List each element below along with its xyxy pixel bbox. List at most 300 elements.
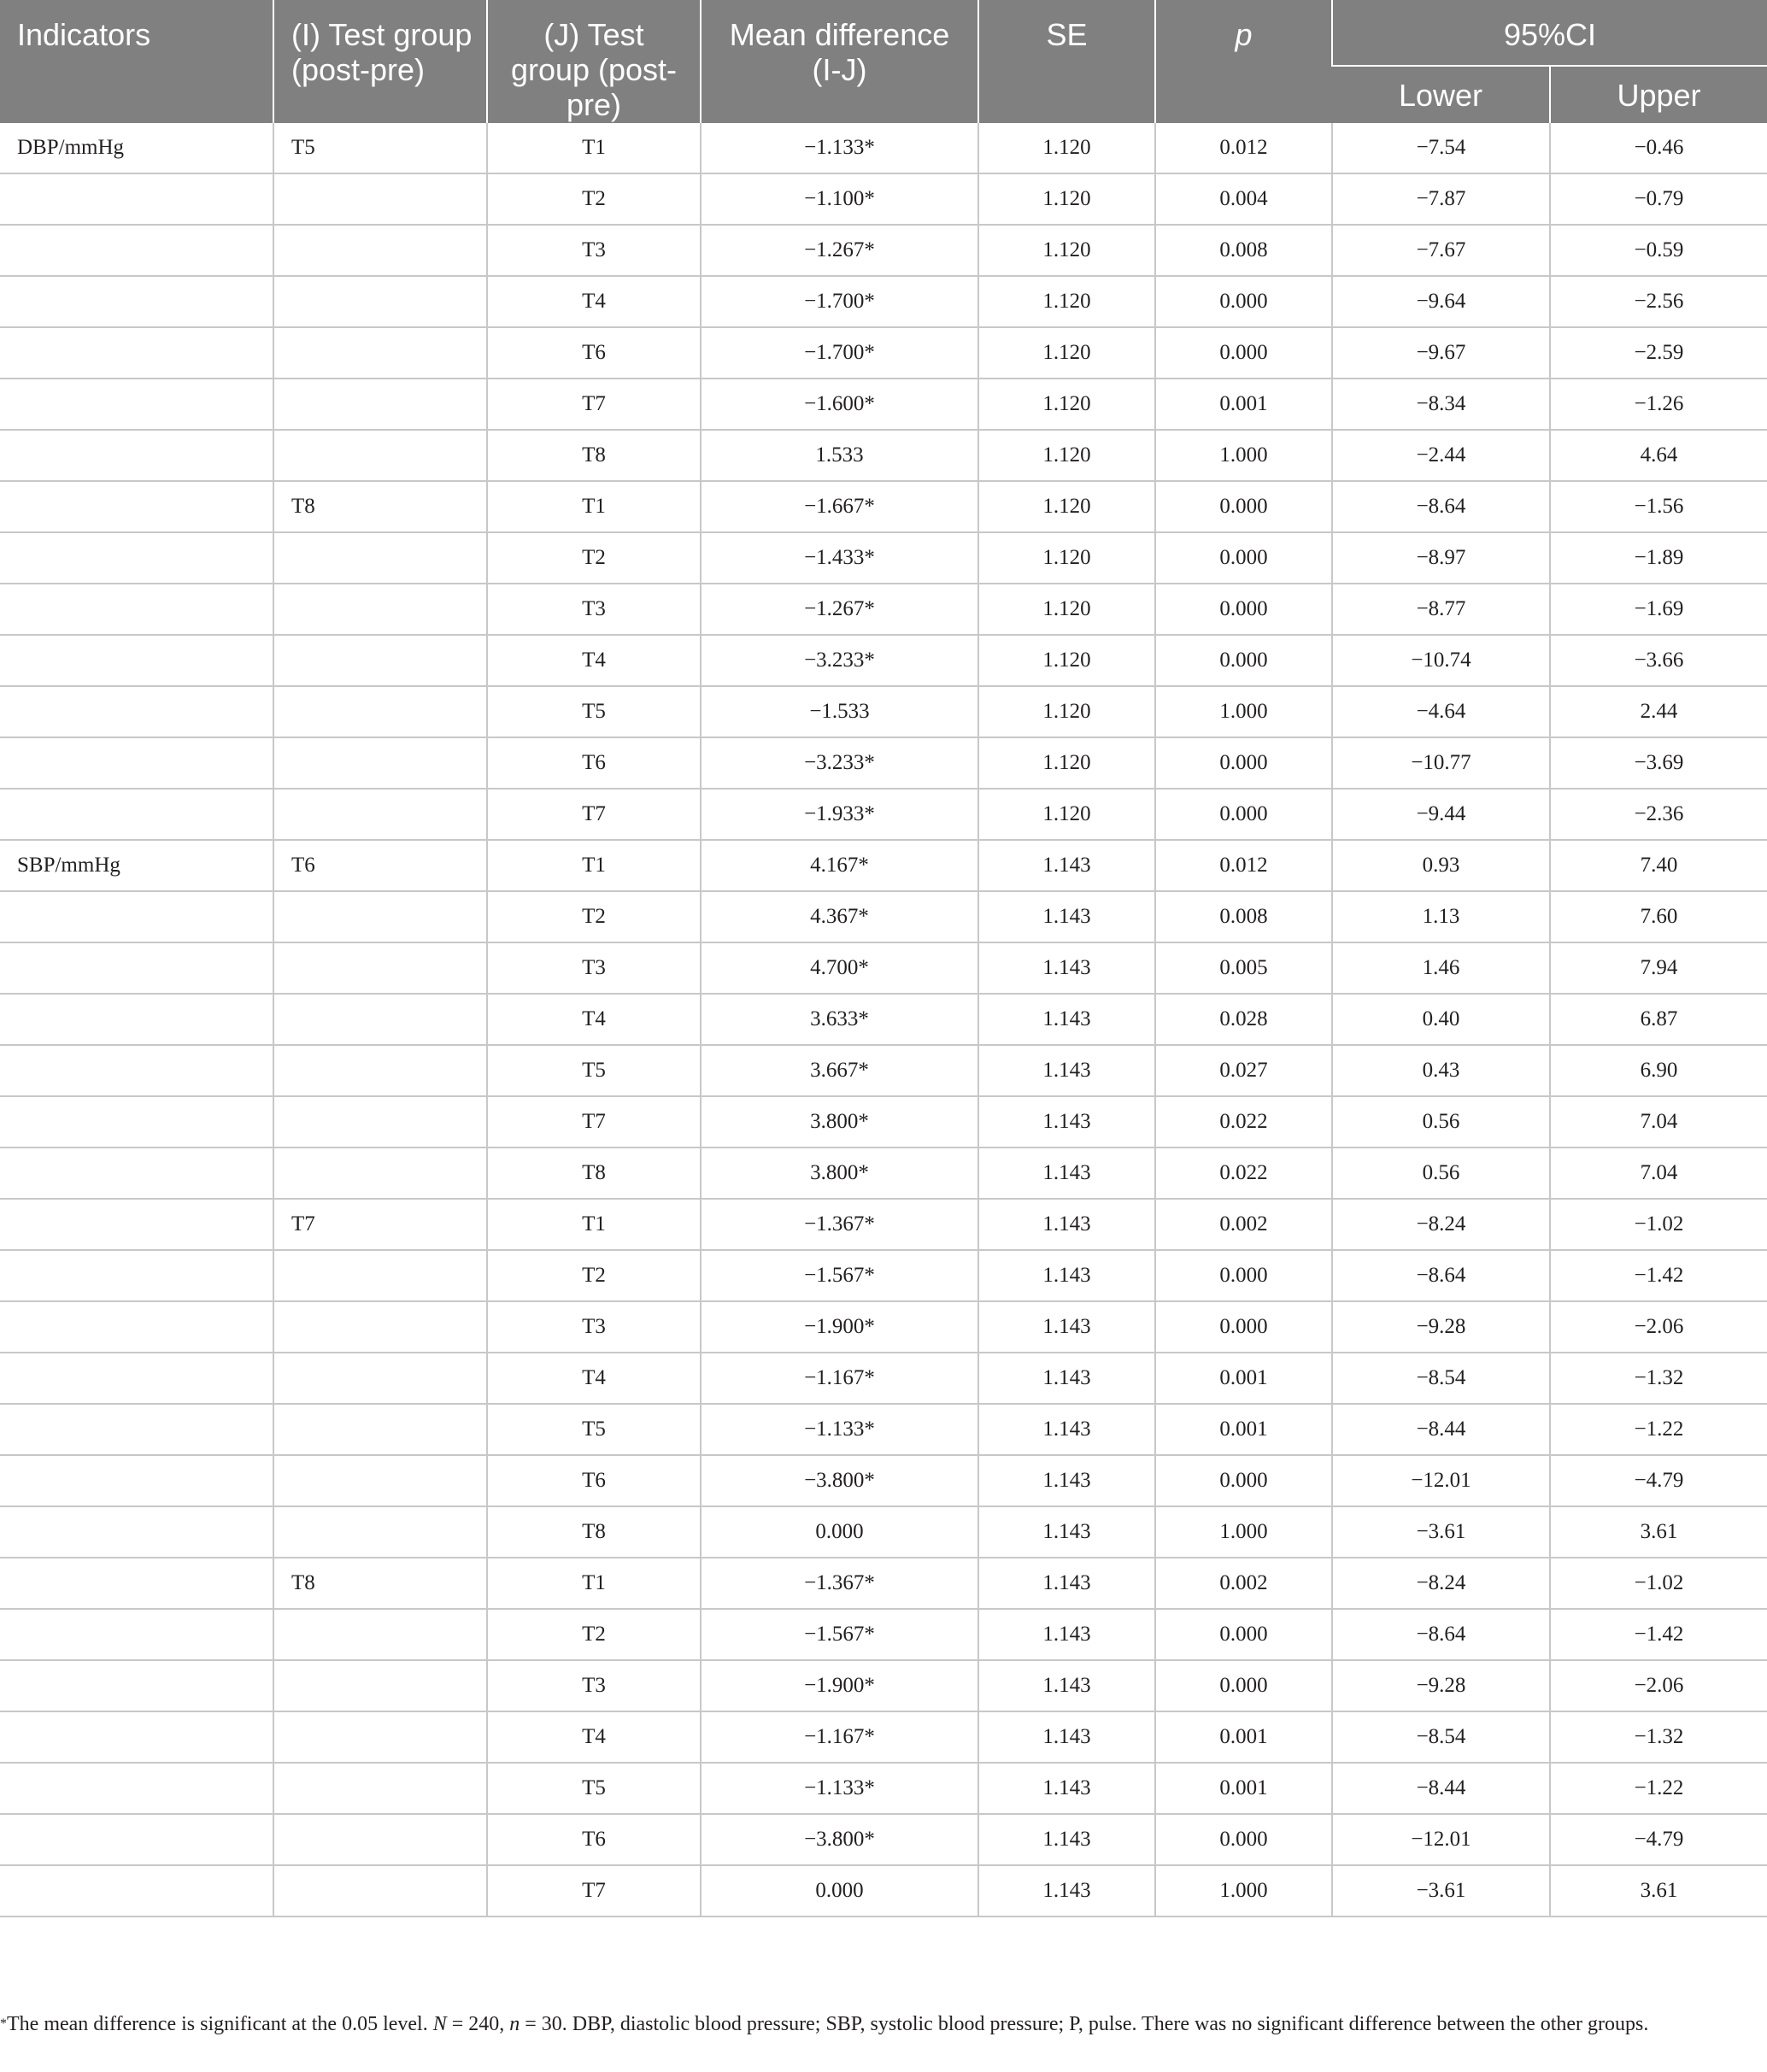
cell-mean-difference: −1.600* [701,379,978,430]
cell-ci-upper: 2.44 [1550,686,1767,737]
cell-p: 1.000 [1155,686,1332,737]
table-row [0,1506,1767,1558]
cell-i-group [273,1045,487,1096]
cell-i-group [273,1148,487,1199]
cell-indicator [0,430,273,481]
table-body [0,123,1767,1916]
cell-ci-lower: −7.87 [1332,173,1550,225]
cell-j-group: T3 [487,1301,701,1353]
header-indicators: Indicators [0,0,273,123]
cell-j-group: T2 [487,1250,701,1301]
table-row [0,276,1767,327]
cell-mean-difference: 4.700* [701,942,978,994]
cell-j-group: T6 [487,737,701,789]
cell-indicator [0,1045,273,1096]
cell-ci-upper: 7.40 [1550,840,1767,891]
cell-i-group [273,994,487,1045]
cell-mean-difference: −1.567* [701,1250,978,1301]
table-row [0,123,1767,173]
cell-p: 1.000 [1155,1865,1332,1916]
cell-ci-lower: −3.61 [1332,1506,1550,1558]
cell-mean-difference: −1.133* [701,1404,978,1455]
cell-mean-difference: −1.700* [701,276,978,327]
table-row [0,173,1767,225]
cell-ci-lower: −8.34 [1332,379,1550,430]
cell-se: 1.143 [978,1865,1155,1916]
cell-i-group [273,635,487,686]
cell-i-group [273,1865,487,1916]
table-row [0,635,1767,686]
cell-p: 1.000 [1155,430,1332,481]
cell-p: 0.001 [1155,1404,1332,1455]
table-row [0,430,1767,481]
header-lower: Lower [1332,66,1550,123]
cell-i-group [273,430,487,481]
cell-j-group: T7 [487,1865,701,1916]
header-mean-difference: Mean difference (I-J) [701,0,978,123]
cell-indicator [0,942,273,994]
cell-j-group: T4 [487,635,701,686]
cell-indicator [0,1301,273,1353]
cell-p: 0.012 [1155,123,1332,173]
cell-se: 1.143 [978,1148,1155,1199]
cell-indicator [0,225,273,276]
cell-ci-upper: −1.56 [1550,481,1767,532]
cell-ci-lower: −9.28 [1332,1301,1550,1353]
cell-p: 0.008 [1155,225,1332,276]
cell-ci-lower: −7.67 [1332,225,1550,276]
cell-se: 1.143 [978,1250,1155,1301]
table-row [0,789,1767,840]
cell-ci-upper: −0.79 [1550,173,1767,225]
cell-p: 0.001 [1155,1763,1332,1814]
header-95ci: 95%CI [1332,0,1767,66]
cell-p: 0.012 [1155,840,1332,891]
cell-ci-upper: −1.89 [1550,532,1767,584]
header-j-group: (J) Test group (post-pre) [487,0,701,123]
cell-mean-difference: −1.100* [701,173,978,225]
cell-j-group: T5 [487,1045,701,1096]
cell-ci-lower: −12.01 [1332,1814,1550,1865]
cell-se: 1.143 [978,1455,1155,1506]
cell-i-group [273,942,487,994]
cell-p: 0.000 [1155,1660,1332,1711]
cell-se: 1.143 [978,1814,1155,1865]
cell-j-group: T6 [487,1814,701,1865]
cell-mean-difference: 0.000 [701,1865,978,1916]
cell-ci-upper: −1.26 [1550,379,1767,430]
cell-ci-lower: −2.44 [1332,430,1550,481]
cell-ci-upper: −4.79 [1550,1814,1767,1865]
cell-se: 1.143 [978,1558,1155,1609]
cell-ci-upper: 7.04 [1550,1096,1767,1148]
cell-p: 0.000 [1155,789,1332,840]
table-row [0,327,1767,379]
cell-mean-difference: −1.133* [701,1763,978,1814]
table-row [0,225,1767,276]
cell-j-group: T7 [487,789,701,840]
cell-j-group: T3 [487,1660,701,1711]
cell-i-group: T8 [273,481,487,532]
cell-se: 1.120 [978,584,1155,635]
cell-p: 0.000 [1155,1301,1332,1353]
table-row [0,1148,1767,1199]
cell-se: 1.120 [978,686,1155,737]
cell-p: 0.001 [1155,1711,1332,1763]
cell-ci-upper: 7.94 [1550,942,1767,994]
cell-ci-lower: −9.64 [1332,276,1550,327]
cell-indicator: SBP/mmHg [0,840,273,891]
cell-p: 0.000 [1155,1455,1332,1506]
cell-mean-difference: −1.267* [701,584,978,635]
cell-j-group: T4 [487,1711,701,1763]
footnote-text-2: = 240, [446,2013,510,2035]
cell-p: 0.000 [1155,532,1332,584]
cell-se: 1.120 [978,276,1155,327]
cell-indicator [0,1506,273,1558]
cell-se: 1.120 [978,225,1155,276]
cell-p: 0.000 [1155,635,1332,686]
cell-indicator [0,1865,273,1916]
cell-i-group [273,789,487,840]
table-row [0,1763,1767,1814]
cell-se: 1.143 [978,840,1155,891]
cell-ci-lower: −4.64 [1332,686,1550,737]
cell-i-group: T8 [273,1558,487,1609]
footnote-text-1: The mean difference is significant at the 0.05 level. [7,2013,433,2035]
cell-j-group: T3 [487,942,701,994]
cell-j-group: T8 [487,430,701,481]
cell-i-group [273,1763,487,1814]
cell-mean-difference: −3.233* [701,635,978,686]
cell-j-group: T4 [487,276,701,327]
cell-ci-lower: −8.64 [1332,1250,1550,1301]
table-row [0,942,1767,994]
table-row [0,1404,1767,1455]
cell-mean-difference: 1.533 [701,430,978,481]
cell-i-group [273,1455,487,1506]
cell-i-group [273,1609,487,1660]
cell-se: 1.120 [978,379,1155,430]
cell-ci-lower: 0.56 [1332,1148,1550,1199]
cell-ci-lower: −7.54 [1332,123,1550,173]
cell-j-group: T6 [487,1455,701,1506]
cell-ci-upper: 3.61 [1550,1865,1767,1916]
cell-indicator [0,789,273,840]
cell-indicator [0,327,273,379]
cell-ci-upper: −3.69 [1550,737,1767,789]
header-p: p [1155,0,1332,123]
cell-se: 1.120 [978,123,1155,173]
cell-p: 0.028 [1155,994,1332,1045]
cell-mean-difference: 3.800* [701,1148,978,1199]
cell-i-group [273,1660,487,1711]
cell-p: 0.000 [1155,1609,1332,1660]
cell-indicator [0,1558,273,1609]
cell-p: 0.027 [1155,1045,1332,1096]
cell-i-group [273,379,487,430]
cell-p: 0.000 [1155,481,1332,532]
footnote-N: N [432,2013,447,2035]
table-row [0,1045,1767,1096]
cell-p: 0.000 [1155,1250,1332,1301]
cell-i-group: T6 [273,840,487,891]
cell-j-group: T5 [487,686,701,737]
cell-j-group: T8 [487,1148,701,1199]
cell-indicator [0,1353,273,1404]
cell-ci-upper: −1.69 [1550,584,1767,635]
cell-j-group: T4 [487,1353,701,1404]
cell-ci-lower: −3.61 [1332,1865,1550,1916]
cell-mean-difference: −1.567* [701,1609,978,1660]
cell-se: 1.120 [978,737,1155,789]
cell-indicator [0,481,273,532]
cell-p: 0.000 [1155,1814,1332,1865]
cell-ci-lower: −8.44 [1332,1763,1550,1814]
cell-ci-upper: −1.32 [1550,1353,1767,1404]
cell-ci-upper: −2.06 [1550,1301,1767,1353]
table-row [0,1814,1767,1865]
cell-p: 0.022 [1155,1096,1332,1148]
cell-ci-lower: 0.93 [1332,840,1550,891]
cell-p: 0.001 [1155,1353,1332,1404]
cell-j-group: T7 [487,379,701,430]
cell-se: 1.143 [978,1609,1155,1660]
cell-p: 0.004 [1155,173,1332,225]
cell-p: 0.002 [1155,1558,1332,1609]
cell-ci-lower: −8.64 [1332,481,1550,532]
cell-j-group: T1 [487,1199,701,1250]
cell-i-group [273,225,487,276]
table-row [0,1301,1767,1353]
cell-indicator [0,1763,273,1814]
cell-ci-lower: −9.28 [1332,1660,1550,1711]
cell-ci-upper: 7.60 [1550,891,1767,942]
cell-indicator [0,1404,273,1455]
cell-mean-difference: −1.900* [701,1301,978,1353]
cell-mean-difference: −3.800* [701,1814,978,1865]
cell-p: 0.001 [1155,379,1332,430]
cell-mean-difference: 3.667* [701,1045,978,1096]
cell-ci-upper: −2.59 [1550,327,1767,379]
table-row [0,1250,1767,1301]
table-row [0,737,1767,789]
header-i-group: (I) Test group (post-pre) [273,0,487,123]
table-row [0,584,1767,635]
cell-ci-lower: 0.56 [1332,1096,1550,1148]
cell-mean-difference: −1.700* [701,327,978,379]
cell-p: 1.000 [1155,1506,1332,1558]
cell-indicator [0,584,273,635]
cell-i-group [273,276,487,327]
header-upper: Upper [1550,66,1767,123]
cell-indicator [0,1711,273,1763]
cell-j-group: T2 [487,1609,701,1660]
cell-i-group [273,532,487,584]
cell-ci-upper: 6.87 [1550,994,1767,1045]
cell-p: 0.022 [1155,1148,1332,1199]
table-footnote [0,2010,1752,2039]
cell-indicator [0,532,273,584]
cell-indicator [0,891,273,942]
cell-i-group [273,173,487,225]
footnote-text-3: = 30. DBP, diastolic blood pressure; SBP, systolic blood pressure; P, pulse. There was no significant difference between the other groups. [520,2013,1649,2035]
cell-ci-lower: 0.43 [1332,1045,1550,1096]
cell-ci-lower: −10.77 [1332,737,1550,789]
cell-j-group: T3 [487,584,701,635]
cell-i-group: T5 [273,123,487,173]
cell-j-group: T1 [487,840,701,891]
footnote-asterisk: * [0,2016,7,2031]
table-row [0,1353,1767,1404]
cell-se: 1.143 [978,994,1155,1045]
cell-ci-upper: −2.36 [1550,789,1767,840]
cell-se: 1.143 [978,1506,1155,1558]
cell-j-group: T1 [487,123,701,173]
cell-indicator [0,1148,273,1199]
cell-ci-lower: 1.46 [1332,942,1550,994]
cell-indicator [0,994,273,1045]
cell-mean-difference: −1.933* [701,789,978,840]
cell-ci-lower: −12.01 [1332,1455,1550,1506]
cell-indicator [0,1199,273,1250]
cell-se: 1.143 [978,1199,1155,1250]
table-row [0,1865,1767,1916]
cell-i-group [273,686,487,737]
cell-se: 1.120 [978,532,1155,584]
table-row [0,1199,1767,1250]
cell-ci-upper: −0.46 [1550,123,1767,173]
cell-mean-difference: 0.000 [701,1506,978,1558]
table-row [0,1558,1767,1609]
cell-se: 1.120 [978,789,1155,840]
cell-se: 1.120 [978,327,1155,379]
cell-i-group [273,1353,487,1404]
table-row [0,994,1767,1045]
table-row [0,1660,1767,1711]
cell-p: 0.005 [1155,942,1332,994]
cell-se: 1.143 [978,1301,1155,1353]
cell-ci-lower: −10.74 [1332,635,1550,686]
cell-indicator [0,686,273,737]
cell-ci-lower: 1.13 [1332,891,1550,942]
cell-j-group: T5 [487,1404,701,1455]
cell-j-group: T1 [487,481,701,532]
cell-indicator [0,1096,273,1148]
cell-mean-difference: −1.167* [701,1353,978,1404]
cell-se: 1.143 [978,1763,1155,1814]
table-row [0,481,1767,532]
cell-ci-lower: −8.24 [1332,1199,1550,1250]
cell-ci-upper: −1.32 [1550,1711,1767,1763]
cell-ci-lower: −8.97 [1332,532,1550,584]
cell-mean-difference: −1.367* [701,1558,978,1609]
cell-mean-difference: −1.367* [701,1199,978,1250]
cell-se: 1.143 [978,1353,1155,1404]
cell-i-group [273,1814,487,1865]
cell-j-group: T6 [487,327,701,379]
cell-ci-lower: −9.44 [1332,789,1550,840]
cell-i-group [273,1506,487,1558]
table-row [0,840,1767,891]
cell-se: 1.143 [978,1404,1155,1455]
cell-i-group [273,1404,487,1455]
cell-indicator [0,1250,273,1301]
cell-i-group [273,737,487,789]
cell-j-group: T3 [487,225,701,276]
cell-p: 0.000 [1155,327,1332,379]
cell-i-group [273,891,487,942]
cell-i-group [273,327,487,379]
cell-se: 1.120 [978,635,1155,686]
cell-se: 1.143 [978,891,1155,942]
cell-ci-upper: 7.04 [1550,1148,1767,1199]
cell-indicator [0,737,273,789]
cell-ci-upper: −1.02 [1550,1199,1767,1250]
cell-mean-difference: −1.433* [701,532,978,584]
cell-mean-difference: 4.367* [701,891,978,942]
table-row [0,686,1767,737]
cell-ci-lower: −8.44 [1332,1404,1550,1455]
table-header [0,0,1767,123]
cell-ci-upper: 3.61 [1550,1506,1767,1558]
cell-indicator [0,276,273,327]
cell-ci-upper: −4.79 [1550,1455,1767,1506]
footnote-n: n [509,2013,520,2035]
cell-indicator [0,379,273,430]
cell-j-group: T4 [487,994,701,1045]
cell-ci-upper: −0.59 [1550,225,1767,276]
cell-i-group [273,584,487,635]
cell-j-group: T2 [487,532,701,584]
cell-i-group [273,1096,487,1148]
table-row [0,1711,1767,1763]
cell-ci-lower: −8.54 [1332,1353,1550,1404]
cell-ci-lower: −8.77 [1332,584,1550,635]
cell-ci-lower: −8.54 [1332,1711,1550,1763]
cell-p: 0.000 [1155,276,1332,327]
cell-mean-difference: −1.667* [701,481,978,532]
cell-j-group: T8 [487,1506,701,1558]
cell-se: 1.143 [978,1096,1155,1148]
cell-mean-difference: 4.167* [701,840,978,891]
cell-se: 1.143 [978,1045,1155,1096]
cell-ci-lower: −9.67 [1332,327,1550,379]
cell-se: 1.120 [978,481,1155,532]
cell-mean-difference: −1.133* [701,123,978,173]
cell-j-group: T1 [487,1558,701,1609]
cell-ci-upper: 6.90 [1550,1045,1767,1096]
cell-ci-upper: −2.06 [1550,1660,1767,1711]
cell-se: 1.120 [978,430,1155,481]
cell-se: 1.120 [978,173,1155,225]
table-row [0,532,1767,584]
cell-ci-upper: −1.22 [1550,1763,1767,1814]
cell-p: 0.000 [1155,737,1332,789]
cell-indicator: DBP/mmHg [0,123,273,173]
cell-ci-lower: −8.64 [1332,1609,1550,1660]
cell-mean-difference: −3.800* [701,1455,978,1506]
cell-j-group: T2 [487,891,701,942]
table-row [0,379,1767,430]
cell-i-group [273,1301,487,1353]
cell-p: 0.002 [1155,1199,1332,1250]
cell-ci-upper: −1.42 [1550,1250,1767,1301]
cell-indicator [0,635,273,686]
cell-i-group: T7 [273,1199,487,1250]
cell-indicator [0,173,273,225]
cell-mean-difference: −1.900* [701,1660,978,1711]
